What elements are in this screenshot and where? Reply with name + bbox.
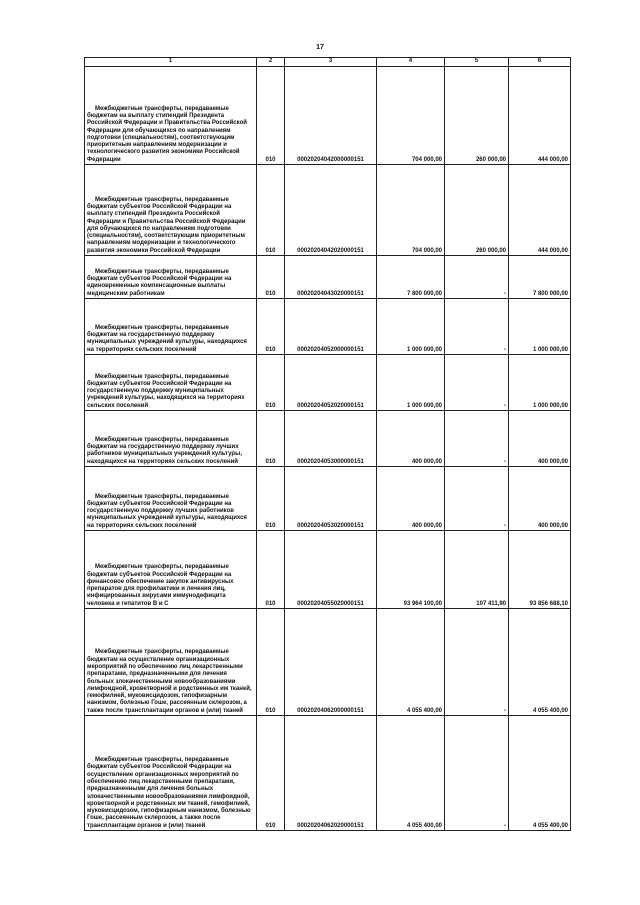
row-kbk: 00020204053000000151 <box>285 411 377 467</box>
row-name-cell <box>85 467 257 531</box>
row-col6: 1 000 000,00 <box>509 355 571 411</box>
row-col5: - <box>445 716 509 831</box>
row-code: 010 <box>257 411 285 467</box>
row-name-cell <box>85 355 257 411</box>
row-code: 010 <box>257 467 285 531</box>
row-name-cell <box>85 716 257 831</box>
row-col5: 107 411,90 <box>445 531 509 609</box>
row-name: Межбюджетные трансферты, передаваемые бюджетам субъектов Российской Федерации на государственную поддержку лучших работников муниципальных учреждений культуры, находящихся на территориях сельских поселений <box>87 493 247 529</box>
row-col5: - <box>445 355 509 411</box>
row-col6: 400 000,00 <box>509 467 571 531</box>
table-row <box>85 256 571 299</box>
row-code: 010 <box>257 716 285 831</box>
row-col5: - <box>445 299 509 355</box>
row-kbk: 00020204042020000151 <box>285 165 377 256</box>
row-name-cell <box>85 67 257 165</box>
row-col4: 704 000,00 <box>377 165 445 256</box>
row-kbk: 00020204062000000151 <box>285 609 377 716</box>
table-row <box>85 716 571 831</box>
row-col6: 444 000,00 <box>509 67 571 165</box>
row-kbk: 00020204043020000151 <box>285 256 377 299</box>
row-code: 010 <box>257 531 285 609</box>
row-name: Межбюджетные трансферты, передаваемые бюджетам на государственную поддержку муниципальных учреждений культуры, находящихся на территориях сельских поселений <box>87 324 247 353</box>
row-col5: - <box>445 467 509 531</box>
row-name-cell <box>85 411 257 467</box>
row-col5: - <box>445 411 509 467</box>
table-row <box>85 411 571 467</box>
row-col6: 93 856 688,10 <box>509 531 571 609</box>
row-kbk: 00020204053020000151 <box>285 467 377 531</box>
row-kbk: 00020204062020000151 <box>285 716 377 831</box>
row-code: 010 <box>257 299 285 355</box>
row-col4: 1 000 000,00 <box>377 355 445 411</box>
row-col6: 4 055 400,00 <box>509 716 571 831</box>
row-code: 010 <box>257 355 285 411</box>
row-name: Межбюджетные трансферты, передаваемые бюджетам на осуществление организационных мероприятий по обеспечению лиц лекарственными препаратами, предназначенными для лечения больных злокачественными новообразованиями лимфоидной, кроветворной и родственных им тканей, гемофилией, муковисцидозом, гипофизарным нанизмом, болезнью Гоше, рассеянным склерозом, а также после трансплантации органов и (или) тканей <box>87 649 252 714</box>
column-header: 3 <box>285 58 377 67</box>
row-code: 010 <box>257 67 285 165</box>
budget-table <box>84 57 571 831</box>
row-code: 010 <box>257 165 285 256</box>
column-header: 6 <box>509 58 571 67</box>
row-kbk: 00020204052000000151 <box>285 299 377 355</box>
row-col6: 7 800 000,00 <box>509 256 571 299</box>
row-name: Межбюджетные трансферты, передаваемые бюджетам субъектов Российской Федерации на осуществление организационных мероприятий по обеспечению лиц лекарственными препаратами, предназначенными для лечения больных злокачественными новообразованиями лимфоидной, кроветворной и родственных им тканей, гемофилией, муковисцидозом, гипофизарным нанизмом, болезнью Гоше, рассеянным склерозом, а также после трансплантации органов и (или) тканей <box>87 757 251 829</box>
table-row <box>85 531 571 609</box>
row-col4: 1 000 000,00 <box>377 299 445 355</box>
row-col5: 260 000,00 <box>445 165 509 256</box>
table-row <box>85 67 571 165</box>
row-kbk: 00020204055020000151 <box>285 531 377 609</box>
row-kbk: 00020204042000000151 <box>285 67 377 165</box>
row-col6: 444 000,00 <box>509 165 571 256</box>
row-name-cell <box>85 531 257 609</box>
row-code: 010 <box>257 609 285 716</box>
row-col4: 400 000,00 <box>377 467 445 531</box>
table-row <box>85 355 571 411</box>
row-col4: 93 964 100,00 <box>377 531 445 609</box>
row-name: Межбюджетные трансферты, передаваемые бюджетам субъектов Российской Федерации на выплату стипендий Президента Российской Федерации и Правительства Российской Федерации для обучающихся по направлениям подготовки (специальностям), соответствующим приоритетным направлениям модернизации и технологического развития экономики Российской Федерации <box>87 196 246 254</box>
row-col4: 704 000,00 <box>377 67 445 165</box>
row-col4: 4 055 400,00 <box>377 609 445 716</box>
column-header: 5 <box>445 58 509 67</box>
row-col4: 4 055 400,00 <box>377 716 445 831</box>
row-col4: 7 800 000,00 <box>377 256 445 299</box>
row-name: Межбюджетные трансферты, передаваемые бюджетам субъектов Российской Федерации на государственную поддержку муниципальных учреждений культуры, находящихся на территориях сельских поселений <box>87 373 245 409</box>
column-header: 4 <box>377 58 445 67</box>
row-name: Межбюджетные трансферты, передаваемые бюджетам на выплату стипендий Президента Российской Федерации и Правительства Российской Федерации для обучающихся по направлениям подготовки (специальностям), соответствующим приоритетным направлениям модернизации и технологического развития экономики Российской Федерации <box>87 105 247 163</box>
row-code: 010 <box>257 256 285 299</box>
table-row <box>85 467 571 531</box>
row-col5: - <box>445 609 509 716</box>
row-name-cell <box>85 165 257 256</box>
table-row <box>85 609 571 716</box>
row-col6: 400 000,00 <box>509 411 571 467</box>
column-header: 1 <box>85 58 257 67</box>
table-row <box>85 165 571 256</box>
row-name: Межбюджетные трансферты, передаваемые бюджетам субъектов Российской Федерации на финансовое обеспечение закупок антивирусных препаратов для профилактики и лечения лиц, инфицированных вирусами иммунодефицита человека и гепатитов B и C <box>87 564 234 607</box>
row-name-cell <box>85 299 257 355</box>
table-row <box>85 299 571 355</box>
row-col6: 4 055 400,00 <box>509 609 571 716</box>
table-header-row <box>85 58 571 67</box>
row-col6: 1 000 000,00 <box>509 299 571 355</box>
row-col5: - <box>445 256 509 299</box>
row-name-cell <box>85 256 257 299</box>
column-header: 2 <box>257 58 285 67</box>
row-name: Межбюджетные трансферты, передаваемые бюджетам субъектов Российской Федерации на единовременные компенсационные выплаты медицинским работникам <box>87 268 232 297</box>
row-name-cell <box>85 609 257 716</box>
page-number: 17 <box>316 44 324 51</box>
row-name: Межбюджетные трансферты, передаваемые бюджетам на государственную поддержку лучших работников муниципальных учреждений культуры, находящихся на территориях сельских поселений <box>87 436 242 465</box>
row-col5: 260 000,00 <box>445 67 509 165</box>
row-kbk: 00020204052020000151 <box>285 355 377 411</box>
row-col4: 400 000,00 <box>377 411 445 467</box>
